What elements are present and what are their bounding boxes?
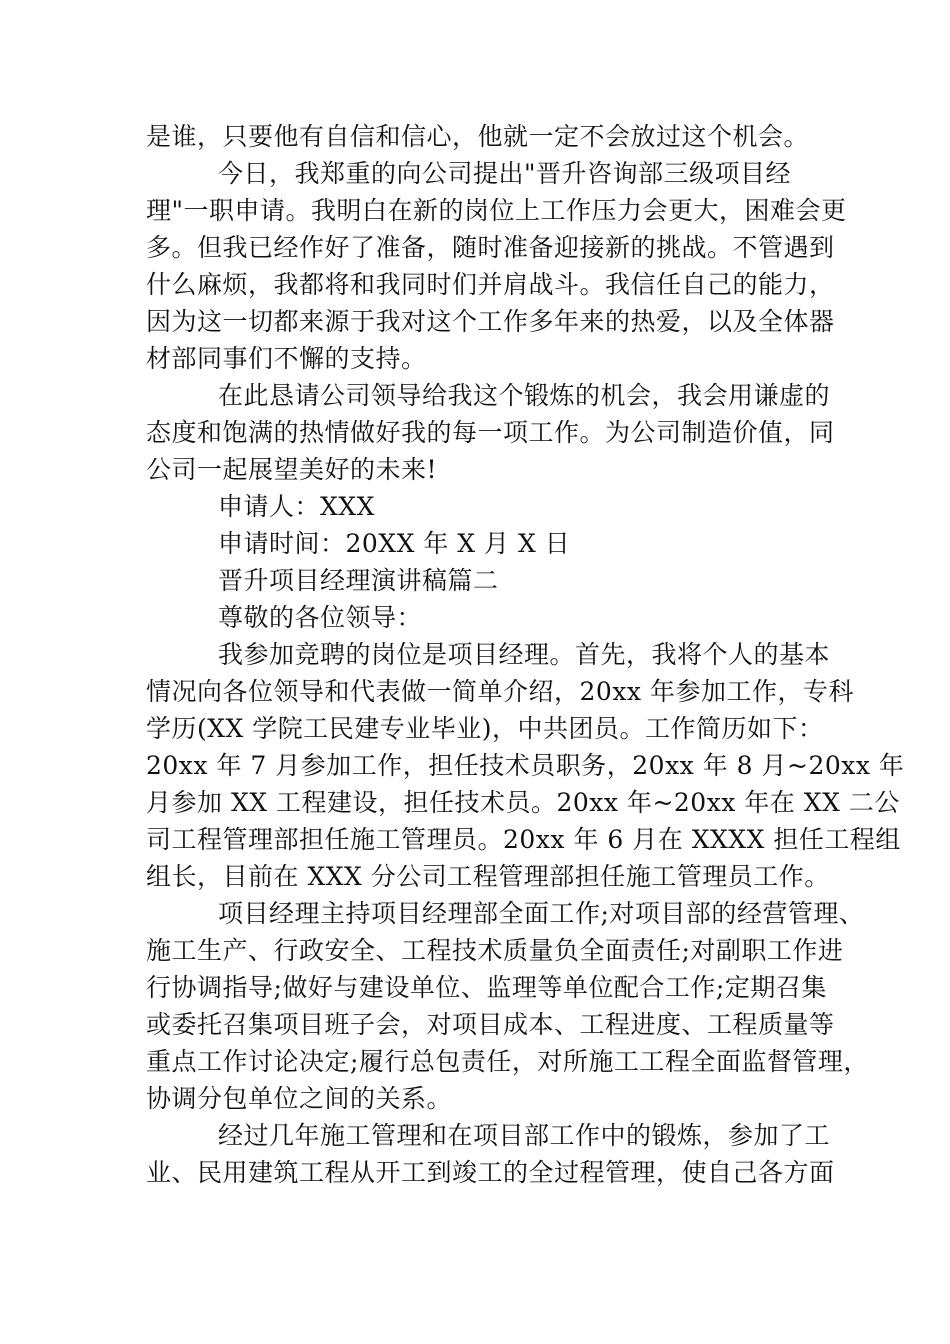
body-text-line: 是谁，只要他有自信和信心，他就一定不会放过这个机会。 bbox=[146, 122, 810, 151]
paragraph-first-line: 今日，我郑重的向公司提出"晋升咨询部三级项目经 bbox=[218, 159, 792, 188]
applicant-line: 申请人：XXX bbox=[218, 492, 375, 521]
body-text-line: 公司一起展望美好的未来! bbox=[146, 455, 438, 484]
application-date-line: 申请时间：20XX 年 X 月 X 日 bbox=[218, 529, 571, 558]
section-title: 晋升项目经理演讲稿篇二 bbox=[218, 566, 499, 595]
body-text-line: 理"一职申请。我明白在新的岗位上工作压力会更大，困难会更 bbox=[146, 196, 847, 225]
body-text-line: 协调分包单位之间的关系。 bbox=[146, 1084, 453, 1113]
body-text-line: 因为这一切都来源于我对这个工作多年来的热爱，以及全体器 bbox=[146, 307, 835, 336]
body-text-line: 组长，目前在 XXX 分公司工程管理部担任施工管理员工作。 bbox=[146, 862, 830, 891]
paragraph-first-line: 在此恳请公司领导给我这个锻炼的机会，我会用谦虚的 bbox=[218, 381, 831, 410]
body-text-line: 重点工作讨论决定;履行总包责任，对所施工工程全面监督管理， bbox=[146, 1047, 869, 1076]
body-text-line: 行协调指导;做好与建设单位、监理等单位配合工作;定期召集 bbox=[146, 973, 827, 1002]
paragraph-first-line: 经过几年施工管理和在项目部工作中的锻炼，参加了工 bbox=[218, 1121, 831, 1150]
body-text-line: 情况向各位领导和代表做一简单介绍，20xx 年参加工作，专科 bbox=[146, 677, 854, 706]
body-text-line: 业、民用建筑工程从开工到竣工的全过程管理，使自己各方面 bbox=[146, 1158, 835, 1187]
body-text-line: 学历(XX 学院工民建专业毕业)，中共团员。工作简历如下： bbox=[146, 714, 824, 743]
paragraph-first-line: 项目经理主持项目经理部全面工作;对项目部的经营管理、 bbox=[218, 899, 865, 928]
body-text-line: 或委托召集项目班子会，对项目成本、工程进度、工程质量等 bbox=[146, 1010, 835, 1039]
body-text-line: 施工生产、行政安全、工程技术质量负全面责任;对副职工作进 bbox=[146, 936, 844, 965]
body-text-line: 态度和饱满的热情做好我的每一项工作。为公司制造价值，同 bbox=[146, 418, 835, 447]
paragraph-first-line: 我参加竞聘的岗位是项目经理。首先，我将个人的基本 bbox=[218, 640, 831, 669]
body-text-line: 材部同事们不懈的支持。 bbox=[146, 344, 427, 373]
body-text-line: 多。但我已经作好了准备，随时准备迎接新的挑战。不管遇到 bbox=[146, 233, 835, 262]
body-text-line: 20xx 年 7 月参加工作，担任技术员职务，20xx 年 8 月~20xx 年 bbox=[146, 751, 905, 780]
body-text-line: 司工程管理部担任施工管理员。20xx 年 6 月在 XXXX 担任工程组 bbox=[146, 825, 901, 854]
body-text-line: 月参加 XX 工程建设，担任技术员。20xx 年~20xx 年在 XX 二公 bbox=[146, 788, 900, 817]
body-text-line: 什么麻烦，我都将和我同时们并肩战斗。我信任自己的能力， bbox=[146, 270, 835, 299]
salutation: 尊敬的各位领导： bbox=[218, 603, 423, 632]
